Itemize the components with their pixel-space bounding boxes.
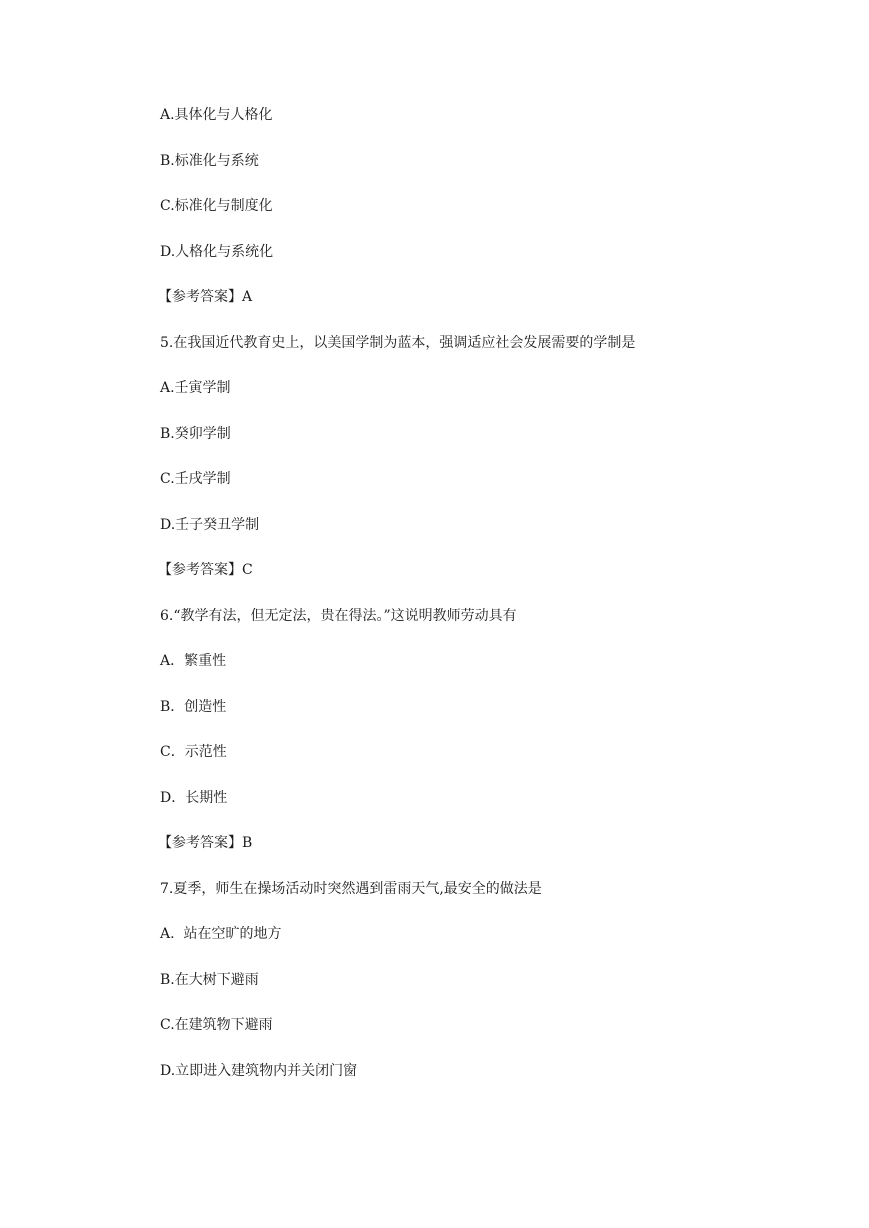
option-c-q6: C．示范性 [160, 744, 227, 760]
option-b-q5: B.癸卯学制 [160, 426, 231, 442]
option-a-q7: A. 站在空旷的地方 [160, 926, 282, 942]
option-a-q6: A．繁重性 [160, 653, 227, 669]
option-c-q7: C.在建筑物下避雨 [160, 1017, 273, 1033]
answer-q4: 【参考答案】A [158, 289, 253, 305]
option-a-q4: A.具体化与人格化 [160, 107, 273, 123]
question-6: 6.“教学有法，但无定法，贵在得法。”这说明教师劳动具有 [160, 608, 517, 624]
option-d-q4: D.人格化与系统化 [160, 244, 274, 260]
option-c-q5: C.壬戌学制 [160, 471, 231, 487]
option-b-q4: B.标准化与系统 [160, 153, 259, 169]
option-d-q6: D．长期性 [160, 790, 228, 806]
option-d-q7: D.立即进入建筑物内并关闭门窗 [160, 1063, 358, 1079]
question-7: 7.夏季，师生在操场活动时突然遇到雷雨天气,最安全的做法是 [160, 881, 542, 897]
answer-q6: 【参考答案】B [158, 835, 253, 851]
option-b-q6: B．创造性 [160, 699, 227, 715]
option-a-q5: A.壬寅学制 [160, 380, 231, 396]
option-c-q4: C.标准化与制度化 [160, 198, 273, 214]
question-5: 5.在我国近代教育史上，以美国学制为蓝本，强调适应社会发展需要的学制是 [160, 335, 636, 351]
option-d-q5: D.壬子癸丑学制 [160, 517, 260, 533]
option-b-q7: B.在大树下避雨 [160, 972, 259, 988]
answer-q5: 【参考答案】C [158, 562, 253, 578]
